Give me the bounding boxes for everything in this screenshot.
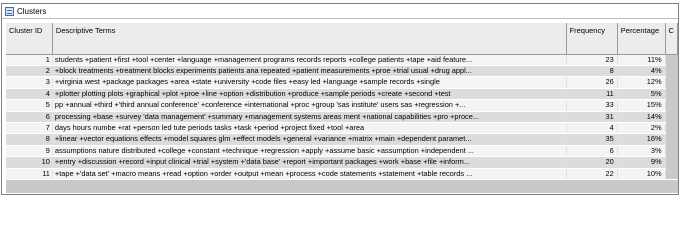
frequency-cell: 22: [566, 168, 617, 179]
cluster-id-cell: 11: [6, 168, 52, 179]
percentage-cell: 2%: [617, 122, 665, 133]
extra-cell: [665, 77, 677, 88]
percentage-cell: 11%: [617, 54, 665, 65]
percentage-cell: 15%: [617, 100, 665, 111]
percentage-cell: 12%: [617, 77, 665, 88]
table-row[interactable]: [6, 145, 678, 156]
terms-cell: processing +base +survey 'data management' +summary +management systems areas ment +national capabilities +pro +proce...: [52, 111, 566, 122]
column-header-percentage[interactable]: Percentage: [617, 23, 665, 54]
terms-cell: +plotter plotting plots +graphical +plot +proe +line +option +distribution +produce +sample periods +create +second +test: [52, 88, 566, 99]
cluster-id-cell: 9: [6, 145, 52, 156]
table-row[interactable]: [6, 111, 678, 122]
terms-cell: days hours numbe +rat +person led tute periods tasks +task +period +project fixed +tool +area: [52, 122, 566, 133]
cluster-id-cell: 10: [6, 157, 52, 168]
frequency-cell: 20: [566, 157, 617, 168]
table-row[interactable]: [6, 65, 678, 76]
cluster-id-cell: 4: [6, 88, 52, 99]
terms-cell: +virginia west +package packages +area +state +university +code files +easy led +language +sample records +single: [52, 77, 566, 88]
cluster-id-cell: 1: [6, 54, 52, 65]
column-header-frequency[interactable]: Frequency: [566, 23, 617, 54]
extra-cell: [665, 134, 677, 145]
column-header-extra[interactable]: C: [665, 23, 677, 54]
percentage-cell: 5%: [617, 88, 665, 99]
frequency-cell: 33: [566, 100, 617, 111]
terms-cell: assumptions nature distributed +college +constant +technique +regression +apply +assume basic +assumption +independent ...: [52, 145, 566, 156]
extra-cell: [665, 100, 677, 111]
frequency-cell: 31: [566, 111, 617, 122]
frequency-cell: 23: [566, 54, 617, 65]
percentage-cell: 4%: [617, 65, 665, 76]
frequency-cell: 4: [566, 122, 617, 133]
terms-cell: +linear +vector equations effects +model squares glm +effect models +general +variance +matrix +main +dependent paramet...: [52, 134, 566, 145]
terms-cell: +entry +discussion +record +input clinical +trial +system +'data base' +report +important packages +work +base +file +inform...: [52, 157, 566, 168]
clusters-table: [6, 23, 678, 180]
table-row[interactable]: [6, 168, 678, 179]
header-row: [6, 23, 678, 54]
percentage-cell: 9%: [617, 157, 665, 168]
terms-cell: +block treatments +treatment blocks experiments patients ana repeated +patient measurements +proe +trial usual +drug appl...: [52, 65, 566, 76]
percentage-cell: 14%: [617, 111, 665, 122]
frequency-cell: 35: [566, 134, 617, 145]
table-row[interactable]: [6, 134, 678, 145]
terms-cell: +tape +'data set' +macro means +read +option +order +output +mean +process +code statements +statement +table records ...: [52, 168, 566, 179]
terms-cell: students +patient +first +tool +center +language +management programs records reports +college patients +tape +aid feature...: [52, 54, 566, 65]
frequency-cell: 6: [566, 145, 617, 156]
extra-cell: [665, 168, 677, 179]
extra-cell: [665, 122, 677, 133]
table-row[interactable]: [6, 122, 678, 133]
cluster-id-cell: 6: [6, 111, 52, 122]
extra-cell: [665, 54, 677, 65]
extra-cell: [665, 157, 677, 168]
percentage-cell: 10%: [617, 168, 665, 179]
table-icon: [5, 7, 14, 16]
table-row[interactable]: [6, 100, 678, 111]
frequency-cell: 8: [566, 65, 617, 76]
cluster-id-cell: 2: [6, 65, 52, 76]
extra-cell: [665, 88, 677, 99]
clusters-grid[interactable]: [6, 23, 678, 193]
title-bar: [2, 4, 678, 19]
window-title: Clusters: [17, 6, 47, 16]
percentage-cell: 16%: [617, 134, 665, 145]
table-row[interactable]: [6, 54, 678, 65]
percentage-cell: 3%: [617, 145, 665, 156]
table-row[interactable]: [6, 77, 678, 88]
cluster-id-cell: 7: [6, 122, 52, 133]
cluster-id-cell: 8: [6, 134, 52, 145]
frequency-cell: 26: [566, 77, 617, 88]
extra-cell: [665, 145, 677, 156]
cluster-id-cell: 5: [6, 100, 52, 111]
clusters-window: [1, 3, 679, 195]
frequency-cell: 11: [566, 88, 617, 99]
cluster-id-cell: 3: [6, 77, 52, 88]
extra-cell: [665, 65, 677, 76]
terms-cell: pp +annual +third +'third annual conference' +conference +international +proc +group 'sas institute' users sas +regression +...: [52, 100, 566, 111]
column-header-cluster-id[interactable]: Cluster ID: [6, 23, 52, 54]
table-row[interactable]: [6, 88, 678, 99]
column-header-descriptive-terms[interactable]: Descriptive Terms: [52, 23, 566, 54]
table-row[interactable]: [6, 157, 678, 168]
extra-cell: [665, 111, 677, 122]
